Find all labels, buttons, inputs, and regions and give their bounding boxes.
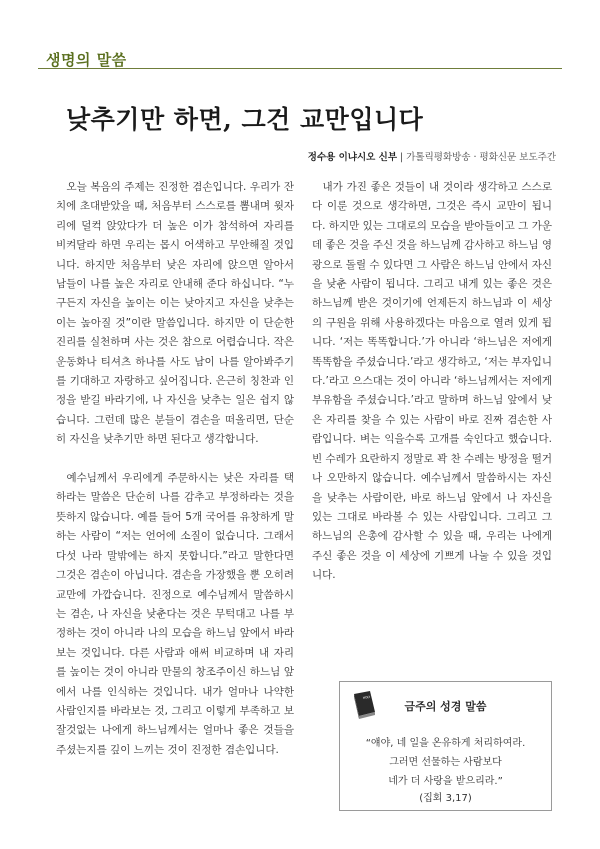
author-affiliation: | 가톨릭평화방송 · 평화신문 보도주간 bbox=[397, 152, 556, 163]
paragraph: 오늘 복음의 주제는 진정한 겸손입니다. 우리가 잔치에 초대받았을 때, 처음부터 스스로를 뽐내며 윗자리에 덜컥 앉았다가 더 높은 이가 참석하여 자리를 비켜달라 하면 우리는 몹시 어색하고 무안해질 것입니다. 하지만 처음부터 낮은 자리에 앉으면 알아서 남들이 나를 높은 자리로 안내해 준다 하십니다. “누구든지 자신을 높이는 이는 낮아지고 자신을 낮추는 이는 높아질 것”이란 말씀입니다. 하지만 이 단순한 진리를 실천하며 사는 것은 참으로 어렵습니다. 작은 운동화나 티셔츠 하나를 사도 남이 나를 알아봐주기를 기대하고 자랑하고 싶어집니다. 은근히 칭찬과 인정을 받길 바라기에, 나 자신을 낮추는 일은 쉽지 않습니다. 그런데 많은 분들이 겸손을 떠올리면, 단순히 자신을 낮추기만 하면 된다고 생각합니다. bbox=[56, 181, 294, 446]
bible-icon-label: HOLY BIBLE bbox=[362, 693, 380, 700]
section-header bbox=[38, 46, 562, 72]
verse-title: 금주의 성경 말씀 bbox=[404, 700, 487, 713]
section-divider bbox=[38, 68, 562, 69]
article-column-right bbox=[312, 178, 552, 586]
weekly-verse-box bbox=[339, 681, 552, 811]
article-title: 낮추기만 하면, 그건 교만입니다 bbox=[66, 105, 424, 134]
paragraph: 내가 가진 좋은 것들이 내 것이라 생각하고 스스로 다 이룬 것으로 생각하면, 그것은 즉시 교만이 됩니다. 하지만 있는 그대로의 모습을 받아들이고 그 가운데 좋은 것을 주신 것을 하느님께 감사하고 하느님 영광으로 돌릴 수 있다면 그 사람은 하느님 안에서 자신을 낮춘 사람이 됩니다. 그리고 내게 있는 좋은 것은 하느님께 받은 것이기에 언제든지 하느님과 이 세상의 구원을 위해 사용하겠다는 마음으로 열려 있게 됩니다. ‘저는 똑똑합니다.’가 아니라 ‘하느님은 저에게 똑똑함을 주셨습니다.’라고 생각하고, ‘저는 부자입니다.’라고 으스대는 것이 아니라 ‘하느님께서는 저에게 부유함을 주셨습니다.’라고 말하며 하느님 앞에서 낮은 자리를 찾을 수 있는 사람이 바로 진짜 겸손한 사람입니다. 벼는 익을수록 고개를 숙인다고 했습니다. 빈 수레가 요란하지 정말로 꽉 찬 수레는 방정을 떨거나 오만하지 않습니다. 예수님께서 말씀하시는 자신을 낮추는 사람이란, 바로 하느님 앞에서 나 자신을 있는 그대로 바라볼 수 있는 사람입니다. 그리고 그 하느님의 은총에 감사할 수 있을 때, 우리는 나에게 주신 좋은 것을 이 세상에 기쁘게 나눌 수 있을 것입니다. bbox=[312, 181, 552, 582]
verse-text: “얘야, 네 일을 온유하게 처리하여라. 그러면 선물하는 사람보다 네가 더 사랑을 받으리라.” bbox=[365, 738, 526, 787]
paragraph: 예수님께서 우리에게 주문하시는 낮은 자리를 택하라는 말씀은 단순히 나를 감추고 부정하라는 것을 뜻하지 않습니다. 예를 들어 5개 국어를 유창하게 말하는 사람이 “저는 언어에 소질이 없습니다. 그래서 다섯 나라 말밖에는 하지 못합니다.”라고 말한다면 그것은 겸손이 아닙니다. 겸손을 가장했을 뿐 오히려 교만에 가깝습니다. 진정으로 예수님께서 말씀하시는 겸손, 나 자신을 낮춘다는 것은 무턱대고 나를 부정하는 것이 아니라 나의 모습을 하느님 앞에서 바라보는 것입니다. 다른 사람과 애써 비교하며 내 자리를 높이는 것이 아니라 만물의 창조주이신 하느님 앞에서 나를 인식하는 것입니다. 내가 얼마나 나약한 사람인지를 바라보는 것, 그리고 이렇게 부족하고 보잘것없는 나에게 하느님께서는 얼마나 좋은 것들을 주셨는지를 깊이 느끼는 것이 진정한 겸손입니다. bbox=[56, 472, 294, 756]
author-name: 정수용 이냐시오 신부 bbox=[307, 152, 398, 163]
verse-reference: (집회 3,17) bbox=[419, 793, 472, 804]
article-column-left bbox=[56, 178, 294, 760]
byline bbox=[308, 149, 556, 163]
section-label: 생명의 말씀 bbox=[46, 51, 127, 69]
